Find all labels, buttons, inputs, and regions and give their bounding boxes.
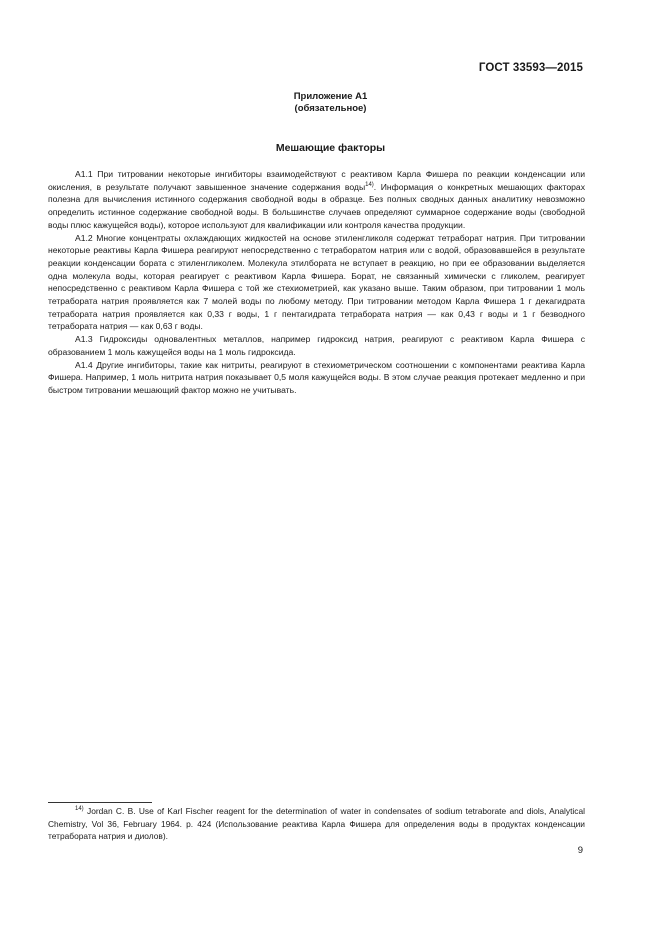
annex-title: Приложение А1 (293, 91, 368, 102)
annex-body (48, 168, 585, 397)
paragraph-a1-1 (48, 168, 585, 232)
section-title: Мешающие факторы (275, 142, 386, 154)
paragraph-text: А1.1 При титровании некоторые ингибиторы взаимодействуют с реактивом Карла Фишера по реакции конденсации или окисления, в результате получают завышенное значение содержания воды (48, 169, 585, 192)
footnote-reference[interactable]: 14) (365, 181, 374, 188)
footnote-text: Jordan C. B. Use of Karl Fischer reagent for the determination of water in condensates of sodium tetraborate and diols, Analytical Chemistry, Vol 36, February 1964. p. 424 (Использование реактива Карла Фишера для определения воды в продуктах конденсации тетрабората натрия и диолов). (48, 806, 585, 842)
page-number: 9 (577, 845, 583, 856)
footnote (48, 805, 585, 843)
footnote-marker: 14) (75, 806, 84, 813)
paragraph-a1-3: А1.3 Гидроксиды одновалентных металлов, например гидроксид натрия, реагируют с реактивом Карла Фишера с образованием 1 моль кажущейся воды на 1 моль гидроксида. (48, 334, 585, 357)
footnote-divider (48, 802, 152, 803)
footnote-14 (48, 805, 585, 843)
standard-code: ГОСТ 33593—2015 (478, 62, 583, 74)
paragraph-text: . Информация о конкретных мешающих факторах полезна для вычисления истинного содержания свободной воды в образце. Без полных сводных данных аналитику невозможно определить истинное содержание свободной воды. В большинстве случаев определяют суммарное содержание воды (свободной воды плюс кажущейся воды), которое используют для квалификации или контроля качества продукции. (48, 181, 585, 230)
annex-status: (обязательное) (294, 103, 367, 114)
paragraph-a1-4: А1.4 Другие ингибиторы, такие как нитриты, реагируют в стехиометрическом соотношении с компонентами реактива Карла Фишера. Например, 1 моль нитрита натрия показывает 0,5 моля кажущейся воды. В этом случае реакция протекает медленно и при быстром титровании мешающий фактор можно не учитывать. (48, 359, 585, 395)
paragraph-a1-2: А1.2 Многие концентраты охлаждающих жидкостей на основе этиленгликоля содержат тетраборат натрия. При титровании некоторые реактивы Карла Фишера реагируют непосредственно с тетраборатом натрия или с водой, образовавшейся в результате реакции конденсации бората с этиленгликолем. Молекула этилбората не вступает в реакцию, но при ее образовании выделяется одна молекула воды, которая реагирует с реактивом Карла Фишера. Борат, не связанный химически с гликолем, реагирует непосредственно с реактивом Карла Фишера с той же стехиометрией, как указано выше. Таким образом, при титровании 1 моль тетрабората натрия проявляется как 7 молей воды по любому методу. При титровании методом Карла Фишера 1 г декагидрата тетрабората натрия проявляется как 0,33 г воды, 1 г пентагидрата тетрабората натрия — как 0,43 г воды и 1 г безводного тетрабората натрия — как 0,63 г воды. (48, 232, 585, 332)
annex-heading (0, 91, 661, 115)
